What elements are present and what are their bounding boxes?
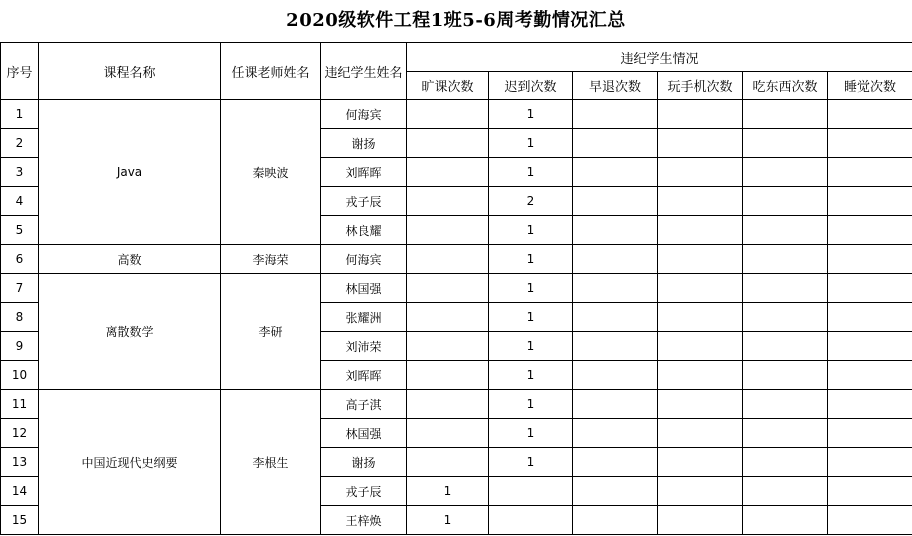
cell-early [573, 303, 658, 332]
cell-student: 林良耀 [321, 216, 407, 245]
cell-sleeping [828, 274, 912, 303]
cell-absent [407, 187, 489, 216]
cell-phone [658, 477, 743, 506]
cell-sleeping [828, 129, 912, 158]
cell-sleeping [828, 332, 912, 361]
cell-index: 8 [1, 303, 39, 332]
cell-late: 1 [489, 390, 573, 419]
cell-teacher: 李海荣 [221, 245, 321, 274]
cell-sleeping [828, 158, 912, 187]
cell-student: 高子淇 [321, 390, 407, 419]
cell-index: 1 [1, 100, 39, 129]
cell-early [573, 100, 658, 129]
cell-absent [407, 361, 489, 390]
cell-late: 1 [489, 419, 573, 448]
cell-sleeping [828, 390, 912, 419]
cell-eating [743, 216, 828, 245]
header-late: 迟到次数 [489, 72, 573, 100]
cell-index: 2 [1, 129, 39, 158]
cell-sleeping [828, 100, 912, 129]
cell-early [573, 506, 658, 535]
cell-student: 张耀洲 [321, 303, 407, 332]
table-row [1, 245, 912, 274]
cell-early [573, 245, 658, 274]
cell-course: Java [39, 100, 221, 245]
cell-index: 3 [1, 158, 39, 187]
header-sleeping: 睡觉次数 [828, 72, 912, 100]
cell-late: 1 [489, 129, 573, 158]
cell-index: 13 [1, 448, 39, 477]
cell-index: 14 [1, 477, 39, 506]
cell-teacher: 李根生 [221, 390, 321, 535]
cell-phone [658, 245, 743, 274]
header-situation: 违纪学生情况 [407, 43, 912, 72]
cell-eating [743, 187, 828, 216]
cell-phone [658, 448, 743, 477]
table-row [1, 390, 912, 419]
cell-phone [658, 419, 743, 448]
cell-sleeping [828, 245, 912, 274]
cell-early [573, 332, 658, 361]
cell-student: 林国强 [321, 419, 407, 448]
cell-late: 1 [489, 245, 573, 274]
cell-student: 刘晖晖 [321, 158, 407, 187]
cell-absent [407, 419, 489, 448]
cell-phone [658, 187, 743, 216]
cell-course: 离散数学 [39, 274, 221, 390]
cell-student: 戎子辰 [321, 477, 407, 506]
cell-early [573, 477, 658, 506]
cell-early [573, 390, 658, 419]
cell-index: 15 [1, 506, 39, 535]
header-teacher: 任课老师姓名 [221, 43, 321, 100]
cell-early [573, 361, 658, 390]
header-eating: 吃东西次数 [743, 72, 828, 100]
cell-sleeping [828, 216, 912, 245]
cell-student: 林国强 [321, 274, 407, 303]
cell-index: 4 [1, 187, 39, 216]
table-row [1, 100, 912, 129]
cell-late: 1 [489, 361, 573, 390]
cell-eating [743, 332, 828, 361]
cell-absent [407, 216, 489, 245]
cell-sleeping [828, 361, 912, 390]
cell-absent [407, 332, 489, 361]
cell-absent [407, 390, 489, 419]
cell-phone [658, 506, 743, 535]
sheet-title: 2020级软件工程1班5-6周考勤情况汇总 [286, 10, 626, 31]
cell-absent [407, 448, 489, 477]
cell-absent [407, 100, 489, 129]
cell-absent [407, 129, 489, 158]
cell-late: 1 [489, 100, 573, 129]
cell-late: 1 [489, 216, 573, 245]
cell-absent [407, 245, 489, 274]
cell-sleeping [828, 506, 912, 535]
cell-course: 高数 [39, 245, 221, 274]
cell-late: 1 [489, 448, 573, 477]
header-student: 违纪学生姓名 [321, 43, 407, 100]
cell-teacher: 秦映波 [221, 100, 321, 245]
cell-phone [658, 216, 743, 245]
cell-student: 何海宾 [321, 245, 407, 274]
cell-early [573, 158, 658, 187]
cell-phone [658, 158, 743, 187]
cell-eating [743, 129, 828, 158]
cell-sleeping [828, 477, 912, 506]
cell-index: 6 [1, 245, 39, 274]
cell-eating [743, 390, 828, 419]
cell-sleeping [828, 187, 912, 216]
cell-index: 9 [1, 332, 39, 361]
header-absent: 旷课次数 [407, 72, 489, 100]
cell-phone [658, 332, 743, 361]
cell-eating [743, 245, 828, 274]
cell-sleeping [828, 303, 912, 332]
cell-early [573, 274, 658, 303]
cell-late [489, 506, 573, 535]
cell-late [489, 477, 573, 506]
header-course: 课程名称 [39, 43, 221, 100]
cell-phone [658, 361, 743, 390]
cell-student: 何海宾 [321, 100, 407, 129]
cell-eating [743, 274, 828, 303]
cell-absent [407, 158, 489, 187]
cell-eating [743, 100, 828, 129]
cell-late: 1 [489, 332, 573, 361]
cell-student: 谢扬 [321, 448, 407, 477]
cell-late: 2 [489, 187, 573, 216]
cell-student: 戎子辰 [321, 187, 407, 216]
cell-sleeping [828, 419, 912, 448]
cell-early [573, 419, 658, 448]
cell-student: 王梓焕 [321, 506, 407, 535]
cell-index: 11 [1, 390, 39, 419]
header-phone: 玩手机次数 [658, 72, 743, 100]
cell-absent: 1 [407, 477, 489, 506]
cell-phone [658, 100, 743, 129]
cell-absent: 1 [407, 506, 489, 535]
cell-late: 1 [489, 303, 573, 332]
cell-absent [407, 303, 489, 332]
cell-early [573, 187, 658, 216]
table-row [1, 274, 912, 303]
cell-early [573, 216, 658, 245]
cell-late: 1 [489, 158, 573, 187]
cell-phone [658, 274, 743, 303]
cell-eating [743, 361, 828, 390]
cell-student: 谢扬 [321, 129, 407, 158]
cell-phone [658, 129, 743, 158]
cell-phone [658, 390, 743, 419]
cell-course: 中国近现代史纲要 [39, 390, 221, 535]
cell-early [573, 448, 658, 477]
cell-eating [743, 158, 828, 187]
cell-index: 10 [1, 361, 39, 390]
cell-sleeping [828, 448, 912, 477]
cell-index: 12 [1, 419, 39, 448]
cell-late: 1 [489, 274, 573, 303]
header-index: 序号 [1, 43, 39, 100]
cell-teacher: 李研 [221, 274, 321, 390]
cell-eating [743, 477, 828, 506]
cell-absent [407, 274, 489, 303]
cell-student: 刘晖晖 [321, 361, 407, 390]
cell-early [573, 129, 658, 158]
header-early: 早退次数 [573, 72, 658, 100]
cell-eating [743, 419, 828, 448]
cell-eating [743, 506, 828, 535]
cell-eating [743, 303, 828, 332]
cell-index: 5 [1, 216, 39, 245]
attendance-table [0, 42, 912, 535]
cell-phone [658, 303, 743, 332]
cell-student: 刘沛荣 [321, 332, 407, 361]
cell-index: 7 [1, 274, 39, 303]
cell-eating [743, 448, 828, 477]
